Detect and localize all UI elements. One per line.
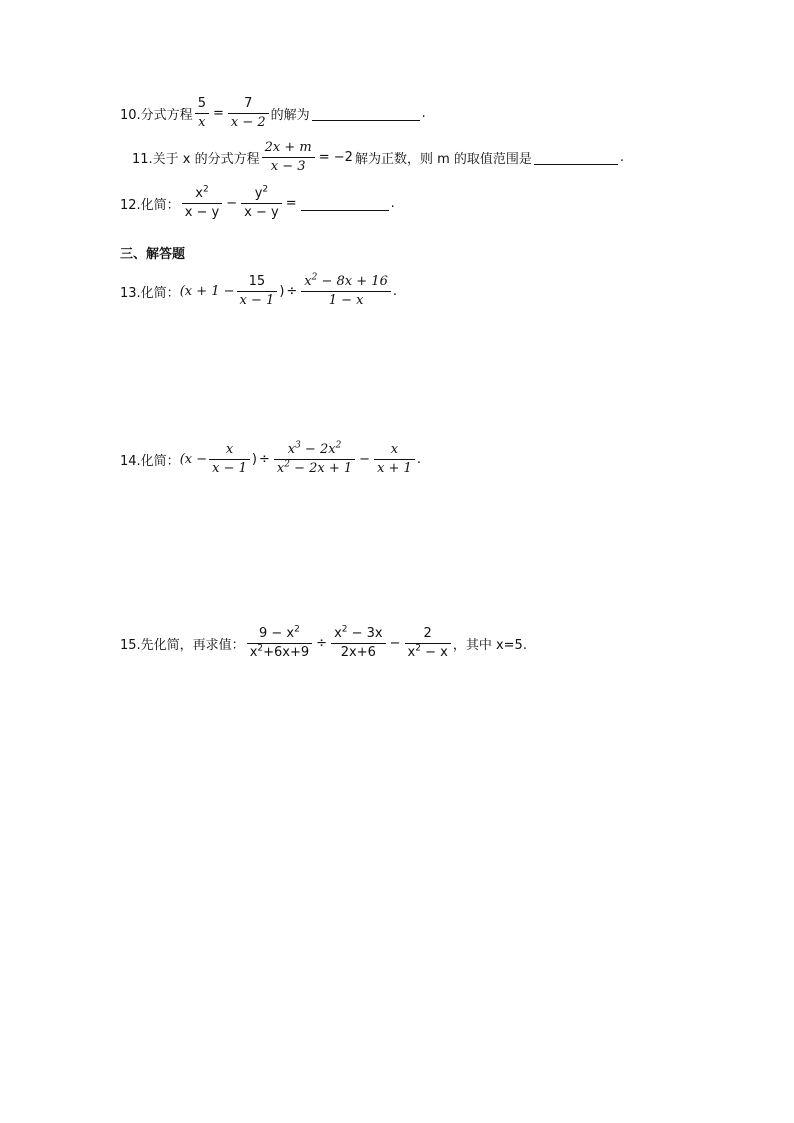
question-10: 10.分式方程 $\frac{5}{x}$ = $\frac{7}{x - 2}$ 的解为 . bbox=[120, 96, 426, 130]
question-13: 13.化简： (x + 1 − $\frac{15}{x - 1}$ ) ÷ $\frac{x^2 - 8x + 16}{1 - x}$ . bbox=[120, 272, 397, 308]
q12-answer-blank[interactable] bbox=[301, 196, 389, 211]
q12-fraction-1: $\frac{x^2}{x - y}$ bbox=[182, 186, 223, 221]
section-heading: 三、解答题 bbox=[120, 247, 186, 262]
q14-fraction-1: $\frac{x}{x - 1}$ bbox=[209, 442, 250, 477]
q13-fraction-2: $\frac{x^2 - 8x + 16}{1 - x}$ bbox=[301, 274, 391, 309]
q12-fraction-2: $\frac{y^2}{x - y}$ bbox=[241, 186, 282, 221]
q10-suffix: 的解为 bbox=[270, 108, 310, 123]
question-12: 12.化简： $\frac{x^2}{x - y}$ − $\frac{y^2}{x - y}$ = . bbox=[120, 184, 395, 220]
q14-fraction-3: $\frac{x}{x + 1}$ bbox=[374, 442, 415, 477]
q11-label: 11.关于 x 的分式方程 bbox=[132, 152, 260, 167]
q15-suffix: ，其中 x=5. bbox=[452, 638, 527, 653]
question-15: 15.先化简，再求值： $\frac{9 - x^2}{x^2+6x+9}$ ÷ $\frac{x^2 - 3x}{2x+6}$ − $\frac{2}{x^2 - x}$ ，其中 x=5. bbox=[120, 624, 527, 660]
q15-fraction-2: $\frac{x^2 - 3x}{2x+6}$ bbox=[331, 626, 386, 661]
q14-label: 14.化简： bbox=[120, 454, 180, 469]
q14-fraction-2: $\frac{x^3 - 2x^2}{x^2 - 2x + 1}$ bbox=[274, 442, 355, 477]
q10-label: 10.分式方程 bbox=[120, 108, 193, 123]
q10-lhs-fraction: $\frac{5}{x}$ bbox=[195, 96, 209, 131]
q15-label: 15.先化简，再求值： bbox=[120, 638, 245, 653]
q10-rhs-fraction: $\frac{7}{x - 2}$ bbox=[228, 96, 269, 131]
q15-fraction-1: $\frac{9 - x^2}{x^2+6x+9}$ bbox=[247, 626, 312, 661]
q11-fraction: $\frac{2x + m}{x - 3}$ bbox=[262, 140, 315, 175]
q10-answer-blank[interactable] bbox=[312, 106, 420, 121]
question-14: 14.化简： (x − $\frac{x}{x - 1}$ ) ÷ $\frac{x^3 - 2x^2}{x^2 - 2x + 1}$ − $\frac{x}{x + 1}$ . bbox=[120, 440, 421, 476]
q12-label: 12.化简： bbox=[120, 198, 180, 213]
q11-answer-blank[interactable] bbox=[534, 150, 618, 165]
q13-fraction-1: $\frac{15}{x - 1}$ bbox=[237, 274, 278, 309]
question-11: 11.关于 x 的分式方程 $\frac{2x + m}{x - 3}$ = −2 解为正数，则 m 的取值范围是 . bbox=[132, 140, 625, 174]
q13-label: 13.化简： bbox=[120, 286, 180, 301]
q15-fraction-3: $\frac{2}{x^2 - x}$ bbox=[405, 626, 451, 661]
q11-suffix: 解为正数，则 m 的取值范围是 bbox=[354, 152, 532, 167]
